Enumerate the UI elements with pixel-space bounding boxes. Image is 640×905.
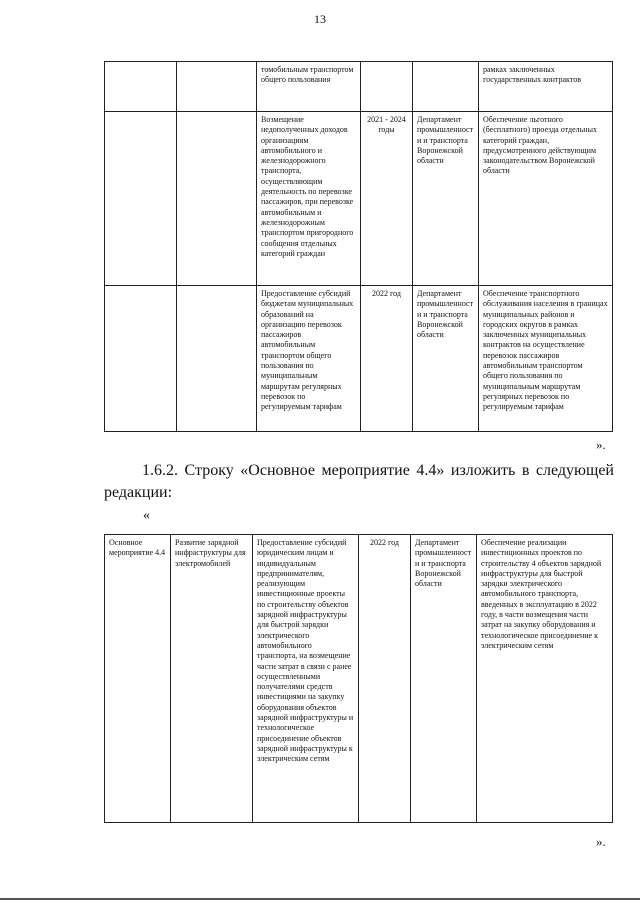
table-cell: Обеспечение транспортного обслуживания населения в границах муниципальных районов и городских округов в рамках заключенных муниципальных контрактов на осуществление перевозок пассажиров автомобильным транспортом общего пользования по муниципальным маршрутам регулярных перевозок по регулируемым тарифам bbox=[479, 286, 613, 432]
table-cell: Развитие зарядной инфраструктуры для электромобилей bbox=[171, 535, 253, 823]
table-cell: Обеспечение реализации инвестиционных проектов по строительству 4 объектов зарядной инфраструктуры для быстрой зарядки электрического автомобильного транспорта, введенных в эксплуатацию в 2022 году, в части возмещения части затрат на закупку оборудования и технологическое присоединение к электрическим сетям bbox=[477, 535, 613, 823]
opening-quote: « bbox=[143, 508, 150, 523]
table-row bbox=[105, 535, 613, 823]
closing-quote: ». bbox=[596, 437, 606, 452]
table-cell: Обеспечение льготного (бесплатного) проезда отдельных категорий граждан, предусмотренного действующим законодательством Воронежской области bbox=[479, 112, 613, 286]
table-row bbox=[105, 112, 613, 286]
table-cell bbox=[361, 62, 413, 112]
table-cell: рамках заключенных государственных контрактов bbox=[479, 62, 613, 112]
page-bottom-rule bbox=[0, 898, 640, 900]
table-cell: Возмещение недополученных доходов организациям автомобильного и железнодорожного транспорта, осуществляющим деятельность по перевозке пассажиров, при перевозке автомобильным и железнодорожным транспортом пригородного сообщения отдельных категорий граждан bbox=[257, 112, 361, 286]
table-cell bbox=[413, 62, 479, 112]
table-cell: Департамент промышленности и транспорта Воронежской области bbox=[413, 112, 479, 286]
table-cell bbox=[105, 112, 177, 286]
main-measure-4-4-table bbox=[104, 534, 613, 823]
amendment-paragraph: 1.6.2. Строку «Основное мероприятие 4.4» изложить в следующей редакции: bbox=[104, 462, 614, 501]
table-cell bbox=[177, 286, 257, 432]
table-cell: 2021 - 2024 годы bbox=[361, 112, 413, 286]
table-cell bbox=[105, 62, 177, 112]
table-cell: Департамент промышленности и транспорта Воронежской области bbox=[411, 535, 477, 823]
table-cell: Предоставление субсидий бюджетам муниципальных образований на организацию перевозок пассажиров автомобильным транспортом общего пользования по муниципальным маршрутам регулярных перевозок по регулируемым тарифам bbox=[257, 286, 361, 432]
table-cell: Предоставление субсидий юридическим лицам и индивидуальным предпринимателям, реализующим инвестиционные проекты по строительству объектов зарядной инфраструктуры для быстрой зарядки электрического автомобильного транспорта, на возмещение части затрат в связи с ранее осуществленными получателями средств инвестициями на закупку оборудования объектов зарядной инфраструктуры и технологическое присоединение объектов зарядной инфраструктуры к электрическим сетям bbox=[253, 535, 359, 823]
closing-quote: ». bbox=[596, 834, 606, 849]
table-cell: томобильным транспортом общего пользования bbox=[257, 62, 361, 112]
table-cell: Департамент промышленности и транспорта Воронежской области bbox=[413, 286, 479, 432]
table-cell: Основное мероприятие 4.4 bbox=[105, 535, 171, 823]
table-cell: 2022 год bbox=[359, 535, 411, 823]
table-cell: 2022 год bbox=[361, 286, 413, 432]
table-row bbox=[105, 62, 613, 112]
table-row bbox=[105, 286, 613, 432]
measures-table-continued bbox=[104, 61, 613, 432]
table-cell bbox=[177, 62, 257, 112]
page-number: 13 bbox=[314, 12, 326, 26]
table-cell bbox=[177, 112, 257, 286]
table-cell bbox=[105, 286, 177, 432]
